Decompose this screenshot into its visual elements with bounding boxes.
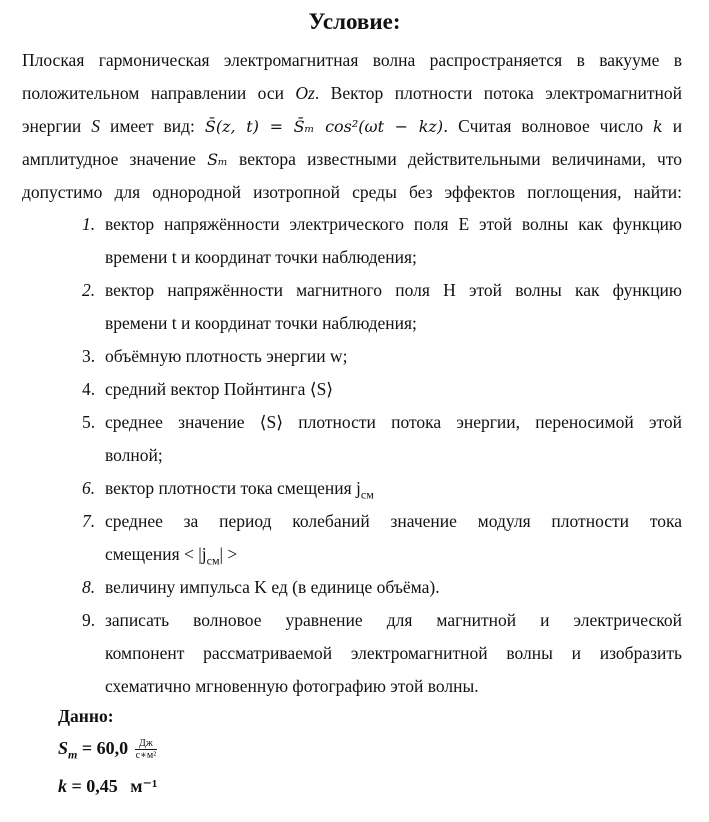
intro-line-3d: и <box>672 116 683 136</box>
intro-line-4a: амплитудное значение <box>22 149 196 169</box>
intro-line-2a: положительном направлении оси <box>22 83 284 103</box>
item-6-number: 6. <box>82 478 96 498</box>
item-1-number: 1. <box>82 214 96 234</box>
item-9-line-2: компонент рассматриваемой электромагнитной волны и изобразить <box>105 643 682 663</box>
item-2-line-1: вектор напряжённости магнитного поля H этой волны как функцию <box>105 280 682 300</box>
given-sm <box>58 738 157 763</box>
symbol-sm: Sₘ <box>207 150 228 169</box>
given-sm-unit-den: с∗м² <box>135 750 157 762</box>
given-k <box>58 776 157 797</box>
item-9-number: 9. <box>82 610 96 630</box>
given-sm-unit <box>135 738 158 761</box>
item-7-sub: см <box>206 553 220 568</box>
item-9-line-3: схематично мгновенную фотографию этой волны. <box>105 676 479 696</box>
item-6-line-1 <box>105 478 682 503</box>
item-8-line-1: величину импульса K ед (в единице объёма). <box>105 577 440 597</box>
given-sm-symbol: S <box>58 738 69 758</box>
item-5-line-1: среднее значение ⟨S⟩ плотности потока энергии, переносимой этой <box>105 412 682 432</box>
symbol-s: S <box>91 116 101 136</box>
document-title: Условие: <box>308 9 401 34</box>
item-5-line-2: волной; <box>105 445 163 465</box>
item-7-number: 7. <box>82 511 96 531</box>
item-7-line-1: среднее за период колебаний значение модуля плотности тока <box>105 511 682 531</box>
given-sm-value: = 60,0 <box>81 738 129 758</box>
intro-line-2 <box>22 83 682 104</box>
given-label: Данно: <box>58 706 114 726</box>
given-sm-unit-num: Дж <box>135 738 158 750</box>
given-k-symbol: k <box>58 776 67 796</box>
intro-line-3c: Считая волновое число <box>458 116 644 136</box>
intro-line-4 <box>22 149 682 170</box>
item-3-line-1: объёмную плотность энергии w; <box>105 346 348 366</box>
poynting-formula: S̄(z, t) = S̄ₘ cos²(ωt − kz). <box>204 117 449 136</box>
item-7-end: | > <box>219 544 238 564</box>
item-2-line-2: времени t и координат точки наблюдения; <box>105 313 417 333</box>
item-2-number: 2. <box>82 280 96 300</box>
item-8-number: 8. <box>82 577 96 597</box>
item-9-line-1: записать волновое уравнение для магнитной и электрической <box>105 610 682 630</box>
intro-line-3 <box>22 116 682 137</box>
item-4-number: 4. <box>82 379 96 399</box>
item-7-line-2 <box>105 544 682 569</box>
item-5-number: 5. <box>82 412 96 432</box>
item-4-line-1: средний вектор Пойнтинга ⟨S⟩ <box>105 379 334 399</box>
given-sm-sub: m <box>68 747 78 762</box>
item-6-sub: см <box>360 487 374 502</box>
given-k-unit: м⁻¹ <box>130 776 158 796</box>
intro-line-5: допустимо для однородной изотропной среды без эффектов поглощения, найти: <box>22 182 682 202</box>
intro-line-3b: имеет вид: <box>109 116 195 136</box>
given-k-value: = 0,45 <box>71 776 118 796</box>
intro-line-1: Плоская гармоническая электромагнитная волна распространяется в вакууме в <box>22 50 682 70</box>
item-1-line-1: вектор напряжённости электрического поля E этой волны как функцию <box>105 214 682 234</box>
item-1-line-2: времени t и координат точки наблюдения; <box>105 247 417 267</box>
axis-oz: Oz <box>295 83 315 103</box>
symbol-k: k <box>653 117 663 136</box>
item-6-text: вектор плотности тока смещения j <box>105 478 361 498</box>
intro-line-3a: энергии <box>22 116 82 136</box>
intro-line-4b: вектора известными действительными величинами, что <box>239 149 683 169</box>
item-3-number: 3. <box>82 346 96 366</box>
item-7-text: смещения < |j <box>105 544 207 564</box>
intro-line-2b: . Вектор плотности потока электромагнитной <box>314 83 682 103</box>
